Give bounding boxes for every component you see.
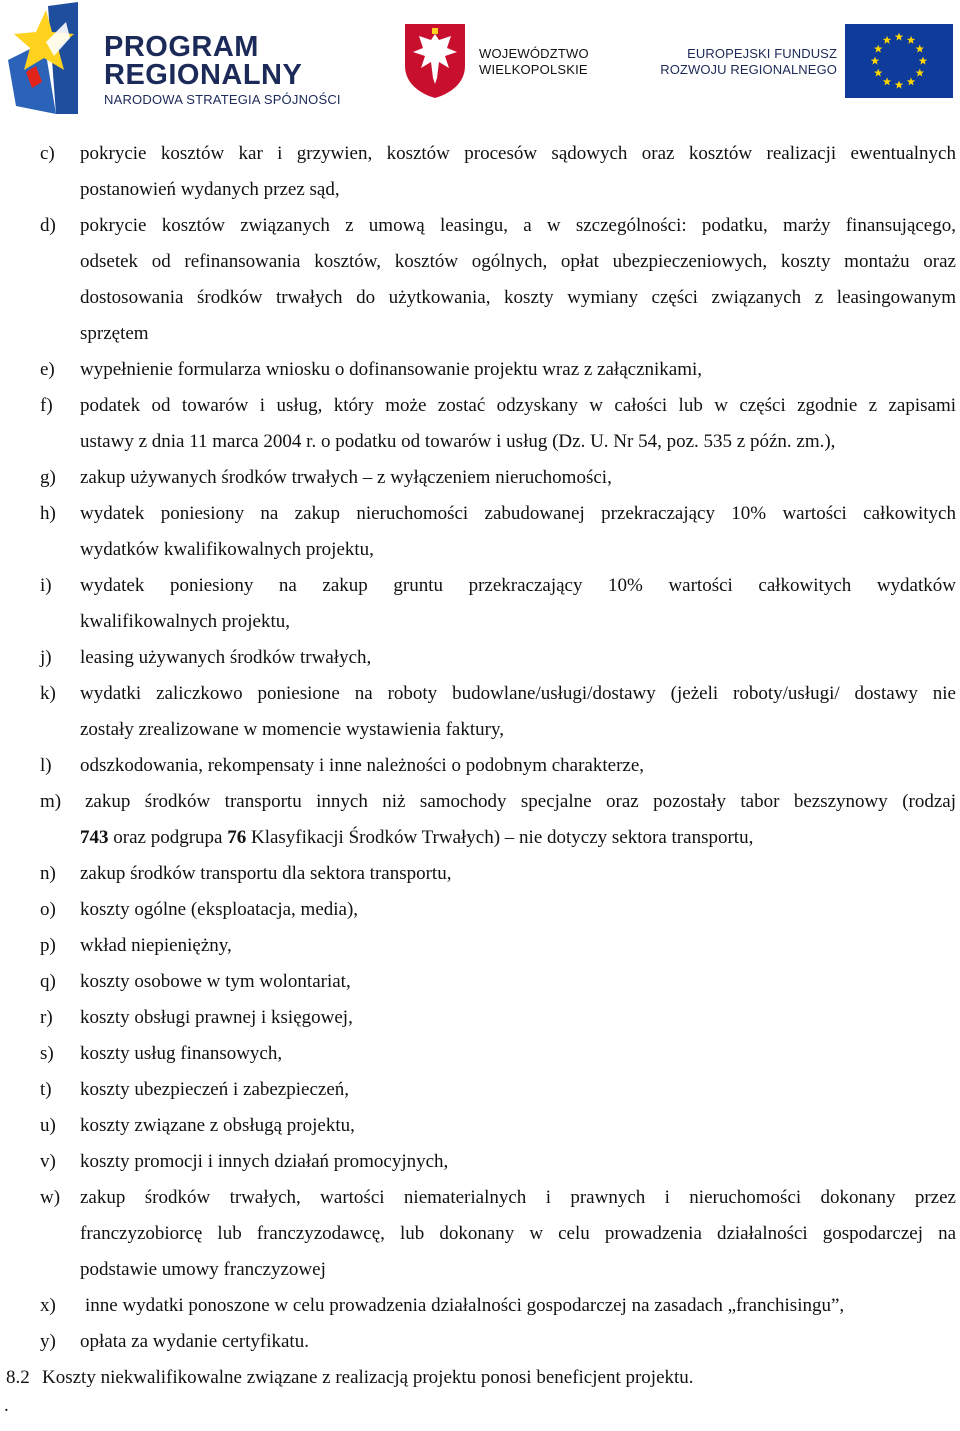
inline-text: oraz podgrupa bbox=[108, 827, 228, 848]
list-marker: y) bbox=[40, 1331, 56, 1352]
text-line bbox=[0, 1036, 960, 1072]
list-marker: x) bbox=[40, 1295, 56, 1316]
region-name bbox=[479, 46, 589, 78]
list-marker: w) bbox=[40, 1187, 61, 1208]
list-marker: e) bbox=[40, 359, 55, 380]
list-item-text: zostały zrealizowane w momencie wystawienia faktury, bbox=[80, 719, 504, 740]
page-header bbox=[0, 0, 960, 118]
region-line-2: WIELKOPOLSKIE bbox=[479, 62, 588, 77]
list-marker: q) bbox=[40, 971, 56, 992]
text-line bbox=[0, 856, 960, 892]
text-line bbox=[0, 712, 960, 748]
list-marker: k) bbox=[40, 683, 56, 704]
text-line bbox=[0, 352, 960, 388]
list-item-text bbox=[80, 820, 956, 856]
list-item-text: zakup środków transportu innych niż samochody specjalne oraz pozostały tabor bezszynowy (rodzaj bbox=[85, 791, 956, 812]
list-marker: u) bbox=[40, 1115, 56, 1136]
list-marker: l) bbox=[40, 755, 52, 776]
trailing-dot: . bbox=[4, 1395, 9, 1416]
text-line bbox=[0, 1216, 960, 1252]
list-item-text: wypełnienie formularza wniosku o dofinansowanie projektu wraz z załącznikami, bbox=[80, 359, 703, 380]
text-line bbox=[0, 1288, 960, 1324]
eu-fund-logo bbox=[645, 22, 957, 100]
text-line bbox=[0, 1324, 960, 1360]
section-text: Koszty niekwalifikowalne związane z realizacją projektu ponosi beneficjent projektu. bbox=[42, 1367, 694, 1388]
list-item-text: podstawie umowy franczyzowej bbox=[80, 1259, 326, 1280]
text-line bbox=[0, 1108, 960, 1144]
list-item-text: franczyzobiorcę lub franczyzodawcę, lub dokonany w celu prowadzenia działalności gospodarczej na bbox=[80, 1223, 956, 1244]
list-marker: g) bbox=[40, 467, 56, 488]
eu-line-2: ROZWOJU REGIONALNEGO bbox=[660, 62, 837, 77]
text-line bbox=[0, 1144, 960, 1180]
text-line bbox=[0, 388, 960, 424]
list-item-text: zakup używanych środków trwałych – z wyłączeniem nieruchomości, bbox=[80, 467, 612, 488]
list-item-text: podatek od towarów i usług, który może zostać odzyskany w całości lub w części zgodnie z zapisami bbox=[80, 395, 956, 416]
list-item-text: koszty usług finansowych, bbox=[80, 1043, 283, 1064]
text-line bbox=[0, 892, 960, 928]
list-marker: h) bbox=[40, 503, 56, 524]
list-marker: o) bbox=[40, 899, 56, 920]
list-item-text: postanowień wydanych przez sąd, bbox=[80, 179, 340, 200]
inline-text: Klasyfikacji Środków Trwałych) – nie dotyczy sektora transportu, bbox=[246, 827, 754, 848]
program-regionalny-logo bbox=[6, 2, 356, 114]
text-line bbox=[0, 316, 960, 352]
list-marker: t) bbox=[40, 1079, 52, 1100]
list-item-text: kwalifikowalnych projektu, bbox=[80, 611, 291, 632]
list-marker: s) bbox=[40, 1043, 54, 1064]
program-line-2: REGIONALNY bbox=[104, 59, 303, 91]
list-marker: n) bbox=[40, 863, 56, 884]
section-8-2 bbox=[0, 1360, 960, 1396]
list-item-text: zakup środków transportu dla sektora transportu, bbox=[80, 863, 452, 884]
list-item-text: opłata za wydanie certyfikatu. bbox=[80, 1331, 309, 1352]
eu-flag-icon bbox=[845, 24, 953, 98]
eu-fund-name bbox=[645, 46, 837, 78]
list-item-text: zakup środków trwałych, wartości niematerialnych i prawnych i nieruchomości dokonany przez bbox=[80, 1187, 956, 1208]
list-marker: j) bbox=[40, 647, 52, 668]
list-item-text: wydatek poniesiony na zakup nieruchomości zabudowanej przekraczający 10% wartości całkowitych bbox=[80, 503, 956, 524]
text-line bbox=[0, 1252, 960, 1288]
list-item-text: koszty związane z obsługą projektu, bbox=[80, 1115, 355, 1136]
text-line bbox=[0, 244, 960, 280]
list-item-text: inne wydatki ponoszone w celu prowadzenia działalności gospodarczej na zasadach „franchisingu”, bbox=[85, 1295, 845, 1316]
list-item-text: wkład niepieniężny, bbox=[80, 935, 232, 956]
list-marker: m) bbox=[40, 791, 62, 812]
program-regionalny-emblem-icon bbox=[6, 2, 98, 114]
text-line bbox=[0, 136, 960, 172]
text-line bbox=[0, 280, 960, 316]
list-item-text: leasing używanych środków trwałych, bbox=[80, 647, 372, 668]
list-marker: v) bbox=[40, 1151, 56, 1172]
text-line bbox=[0, 964, 960, 1000]
bold-code: 76 bbox=[227, 827, 247, 848]
bold-code: 743 bbox=[80, 827, 109, 848]
text-line bbox=[0, 496, 960, 532]
region-line-1: WOJEWÓDZTWO bbox=[479, 46, 589, 61]
text-line bbox=[0, 424, 960, 460]
text-line bbox=[0, 172, 960, 208]
section-number: 8.2 bbox=[6, 1367, 30, 1388]
program-line-1: PROGRAM bbox=[104, 31, 259, 63]
list-item-text: odszkodowania, rekompensaty i inne należności o podobnym charakterze, bbox=[80, 755, 645, 776]
list-item-text: wydatków kwalifikowalnych projektu, bbox=[80, 539, 374, 560]
text-line bbox=[0, 676, 960, 712]
list-item-text: odsetek od refinansowania kosztów, kosztów ogólnych, opłat ubezpieczeniowych, koszty montażu oraz bbox=[80, 251, 956, 272]
list-item-text: koszty ogólne (eksploatacja, media), bbox=[80, 899, 359, 920]
text-line bbox=[0, 748, 960, 784]
text-line bbox=[0, 1000, 960, 1036]
text-line bbox=[0, 928, 960, 964]
text-line bbox=[0, 532, 960, 568]
list-item-text: koszty ubezpieczeń i zabezpieczeń, bbox=[80, 1079, 350, 1100]
list-item-text: dostosowania środków trwałych do użytkowania, koszty wymiany części związanych z leasingowanym bbox=[80, 287, 956, 308]
list-item-text: pokrycie kosztów kar i grzywien, kosztów procesów sądowych oraz kosztów realizacji ewentualnych bbox=[80, 143, 956, 164]
list-item-text: koszty obsługi prawnej i księgowej, bbox=[80, 1007, 353, 1028]
list-item-text: sprzętem bbox=[80, 323, 149, 344]
list-marker: p) bbox=[40, 935, 56, 956]
list-item-text: wydatki zaliczkowo poniesione na roboty budowlane/usługi/dostawy (jeżeli roboty/usługi/ dostawy nie bbox=[80, 683, 956, 704]
list-item-text: pokrycie kosztów związanych z umową leasingu, a w szczególności: podatku, marży finansującego, bbox=[80, 215, 956, 236]
list-item-text: ustawy z dnia 11 marca 2004 r. o podatku od towarów i usług (Dz. U. Nr 54, poz. 535 z późn. zm.), bbox=[80, 431, 836, 452]
list-marker: i) bbox=[40, 575, 52, 596]
text-line bbox=[0, 1072, 960, 1108]
wielkopolska-logo bbox=[403, 22, 603, 102]
text-line bbox=[0, 640, 960, 676]
list-marker: d) bbox=[40, 215, 56, 236]
text-line bbox=[0, 460, 960, 496]
list-marker: c) bbox=[40, 143, 55, 164]
coat-of-arms-icon bbox=[403, 22, 467, 98]
text-line bbox=[0, 604, 960, 640]
list-item-text: koszty promocji i innych działań promocyjnych, bbox=[80, 1151, 449, 1172]
program-line-3: NARODOWA STRATEGIA SPÓJNOŚCI bbox=[104, 92, 341, 107]
list-item-text: koszty osobowe w tym wolontariat, bbox=[80, 971, 351, 992]
text-line bbox=[0, 568, 960, 604]
list-marker: f) bbox=[40, 395, 53, 416]
text-line bbox=[0, 208, 960, 244]
text-line bbox=[0, 784, 960, 820]
text-line bbox=[0, 820, 960, 856]
eu-line-1: EUROPEJSKI FUNDUSZ bbox=[687, 46, 837, 61]
list-item-text: wydatek poniesiony na zakup gruntu przekraczający 10% wartości całkowitych wydatków bbox=[80, 575, 956, 596]
text-line bbox=[0, 1180, 960, 1216]
list-marker: r) bbox=[40, 1007, 53, 1028]
